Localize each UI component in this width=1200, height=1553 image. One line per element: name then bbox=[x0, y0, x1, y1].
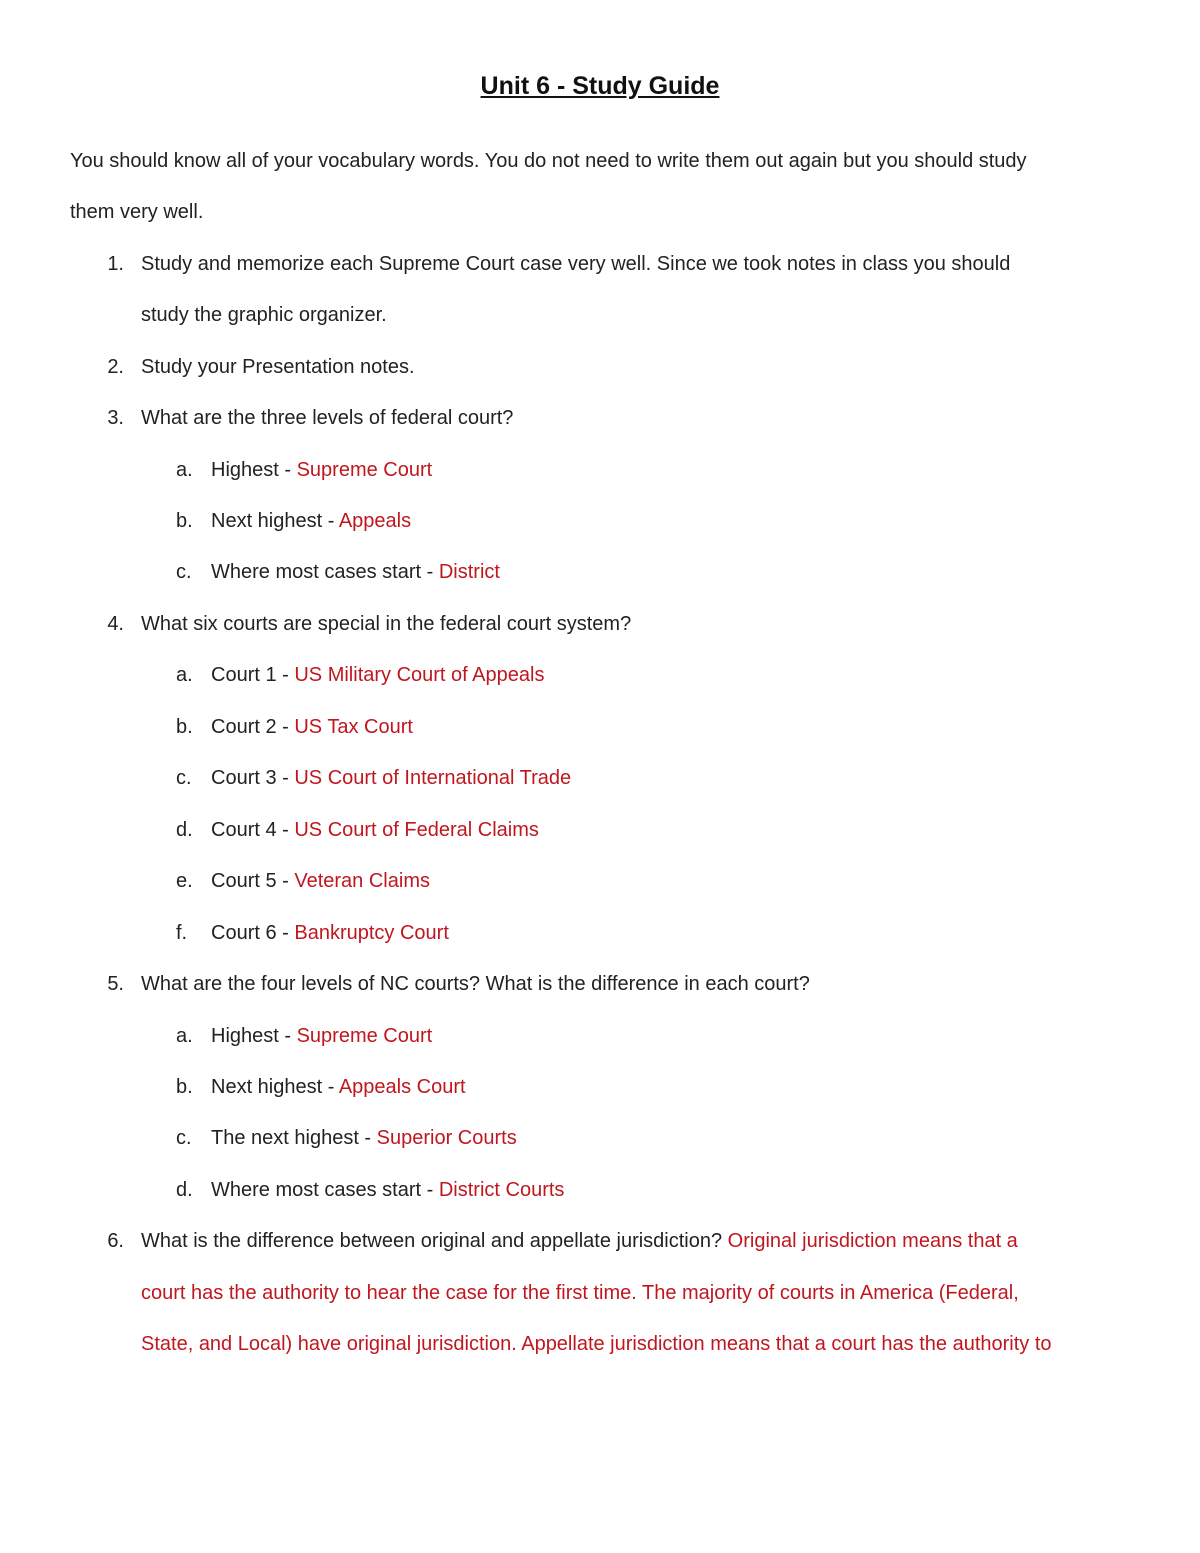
intro-line-2: them very well. bbox=[70, 201, 204, 223]
item-label: Next highest - bbox=[211, 510, 339, 532]
q4-item-letter: e. bbox=[176, 870, 193, 892]
q5-item-c bbox=[211, 1124, 517, 1152]
q5-item-a bbox=[211, 1022, 432, 1050]
item-answer: US Military Court of Appeals bbox=[294, 664, 545, 686]
item-answer: US Court of Federal Claims bbox=[294, 819, 539, 841]
item-label: Court 5 - bbox=[211, 870, 295, 892]
q4-item-letter: b. bbox=[176, 716, 193, 738]
q4-item-letter: f. bbox=[176, 922, 188, 944]
q4-text: What six courts are special in the federal court system? bbox=[141, 613, 632, 635]
q4-item-b bbox=[211, 713, 413, 741]
q3-item-letter: b. bbox=[176, 510, 193, 532]
q4-item-a bbox=[211, 661, 544, 689]
item-label: Court 6 - bbox=[211, 922, 295, 944]
item-answer: District Courts bbox=[438, 1179, 565, 1201]
item-label: Where most cases start - bbox=[211, 1179, 439, 1201]
intro-line-1: You should know all of your vocabulary words. You do not need to write them out again but you should study bbox=[70, 150, 1027, 172]
q5-item-d bbox=[211, 1176, 564, 1204]
q3-item-c bbox=[211, 558, 500, 586]
item-label: Court 4 - bbox=[211, 819, 295, 841]
q4-item-d bbox=[211, 816, 539, 844]
q4-item-letter: a. bbox=[176, 664, 193, 686]
q6-number: 6. bbox=[107, 1230, 124, 1252]
item-answer: Bankruptcy Court bbox=[294, 922, 449, 944]
q6-answer-line-3: State, and Local) have original jurisdiction. Appellate jurisdiction means that a court has the authority to bbox=[141, 1333, 1052, 1355]
q5-number: 5. bbox=[107, 973, 124, 995]
q1-number: 1. bbox=[107, 253, 124, 275]
item-answer: Appeals bbox=[338, 510, 412, 532]
q5-item-letter: d. bbox=[176, 1179, 193, 1201]
item-label: Highest - bbox=[211, 459, 297, 481]
q4-number: 4. bbox=[107, 613, 124, 635]
q6-answer-line-2: court has the authority to hear the case for the first time. The majority of courts in America (Federal, bbox=[141, 1282, 1019, 1304]
q6-question: What is the difference between original and appellate jurisdiction? bbox=[141, 1230, 728, 1252]
q6-line-1 bbox=[141, 1227, 1018, 1255]
item-label: Where most cases start - bbox=[211, 561, 439, 583]
q5-item-letter: a. bbox=[176, 1025, 193, 1047]
q3-item-a bbox=[211, 456, 432, 484]
q5-text: What are the four levels of NC courts? What is the difference in each court? bbox=[141, 973, 810, 995]
q3-number: 3. bbox=[107, 407, 124, 429]
q2-text: Study your Presentation notes. bbox=[141, 356, 415, 378]
q3-item-letter: a. bbox=[176, 459, 193, 481]
item-label: Court 3 - bbox=[211, 767, 295, 789]
q3-text: What are the three levels of federal court? bbox=[141, 407, 514, 429]
page-title: Unit 6 - Study Guide bbox=[480, 72, 720, 100]
item-answer: Veteran Claims bbox=[294, 870, 430, 892]
item-answer: US Tax Court bbox=[294, 716, 413, 738]
q5-item-b bbox=[211, 1073, 466, 1101]
item-answer: Appeals Court bbox=[338, 1076, 466, 1098]
q6-answer-part-1: Original jurisdiction means that a bbox=[727, 1230, 1018, 1252]
item-label: Court 1 - bbox=[211, 664, 295, 686]
item-label: Highest - bbox=[211, 1025, 297, 1047]
q4-item-f bbox=[211, 919, 449, 947]
q2-number: 2. bbox=[107, 356, 124, 378]
q5-item-letter: b. bbox=[176, 1076, 193, 1098]
item-answer: Superior Courts bbox=[376, 1127, 517, 1149]
q3-item-b bbox=[211, 507, 411, 535]
q4-item-letter: d. bbox=[176, 819, 193, 841]
q3-item-letter: c. bbox=[176, 561, 192, 583]
item-answer: US Court of International Trade bbox=[294, 767, 572, 789]
item-label: Court 2 - bbox=[211, 716, 295, 738]
item-answer: Supreme Court bbox=[296, 459, 433, 481]
q4-item-c bbox=[211, 764, 571, 792]
q1-line-1: Study and memorize each Supreme Court case very well. Since we took notes in class you should bbox=[141, 253, 1011, 275]
item-label: Next highest - bbox=[211, 1076, 339, 1098]
q4-item-e bbox=[211, 867, 430, 895]
item-label: The next highest - bbox=[211, 1127, 377, 1149]
item-answer: Supreme Court bbox=[296, 1025, 433, 1047]
q5-item-letter: c. bbox=[176, 1127, 192, 1149]
item-answer: District bbox=[438, 561, 500, 583]
q4-item-letter: c. bbox=[176, 767, 192, 789]
q1-line-2: study the graphic organizer. bbox=[141, 304, 387, 326]
